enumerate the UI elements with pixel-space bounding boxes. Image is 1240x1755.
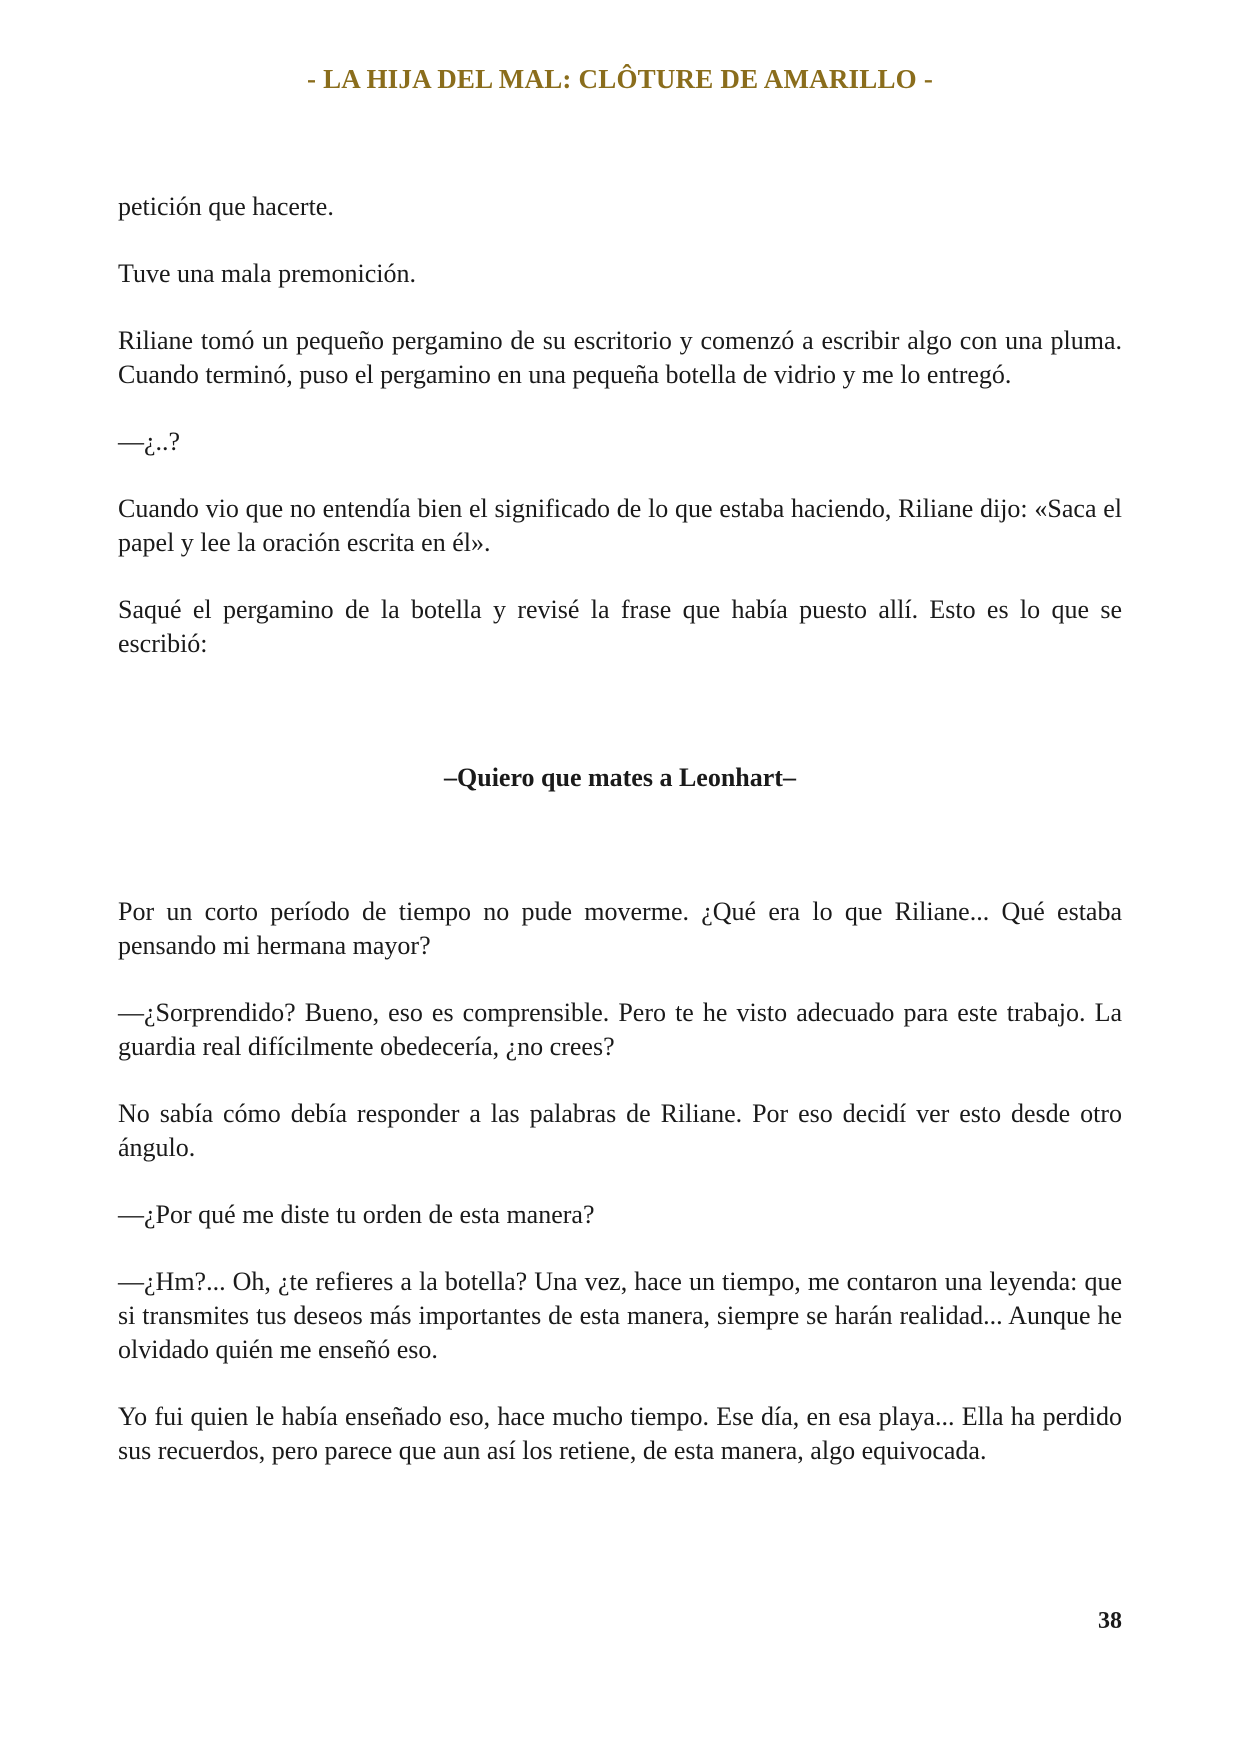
paragraph: No sabía cómo debía responder a las palabras de Riliane. Por eso decidí ver esto desde otro ángulo. (118, 1099, 1122, 1162)
running-header: - LA HIJA DEL MAL: CLÔTURE DE AMARILLO - (306, 64, 934, 94)
paragraph: petición que hacerte. (118, 192, 334, 221)
paragraph: Tuve una mala premonición. (118, 259, 416, 288)
paragraph: Cuando vio que no entendía bien el significado de lo que estaba haciendo, Riliane dijo: «Saca el papel y lee la oración escrita en él». (118, 494, 1122, 557)
paragraph: —¿Sorprendido? Bueno, eso es comprensible. Pero te he visto adecuado para este trabajo. La guardia real difícilmente obedecería, ¿no crees? (118, 998, 1122, 1061)
note-line: –Quiero que mates a Leonhart– (444, 763, 796, 792)
paragraph: Por un corto período de tiempo no pude moverme. ¿Qué era lo que Riliane... Qué estaba pensando mi hermana mayor? (118, 897, 1122, 960)
paragraph: —¿Hm?... Oh, ¿te refieres a la botella? Una vez, hace un tiempo, me contaron una leyenda: que si transmites tus deseos más importantes de esta manera, siempre se harán realidad... Aunque he olvidado quién me enseñó eso. (118, 1267, 1122, 1364)
paragraph: Saqué el pergamino de la botella y revisé la frase que había puesto allí. Esto es lo que se escribió: (118, 595, 1122, 658)
page-number: 38 (1098, 1608, 1122, 1634)
paragraph: —¿..? (118, 427, 181, 456)
body-text (118, 190, 1122, 1501)
paragraph: —¿Por qué me diste tu orden de esta manera? (118, 1200, 595, 1229)
paragraph: Yo fui quien le había enseñado eso, hace mucho tiempo. Ese día, en esa playa... Ella ha perdido sus recuerdos, pero parece que aun así los retiene, de esta manera, algo equivocada. (118, 1402, 1122, 1465)
paragraph: Riliane tomó un pequeño pergamino de su escritorio y comenzó a escribir algo con una pluma. Cuando terminó, puso el pergamino en una pequeña botella de vidrio y me lo entregó. (118, 326, 1122, 389)
